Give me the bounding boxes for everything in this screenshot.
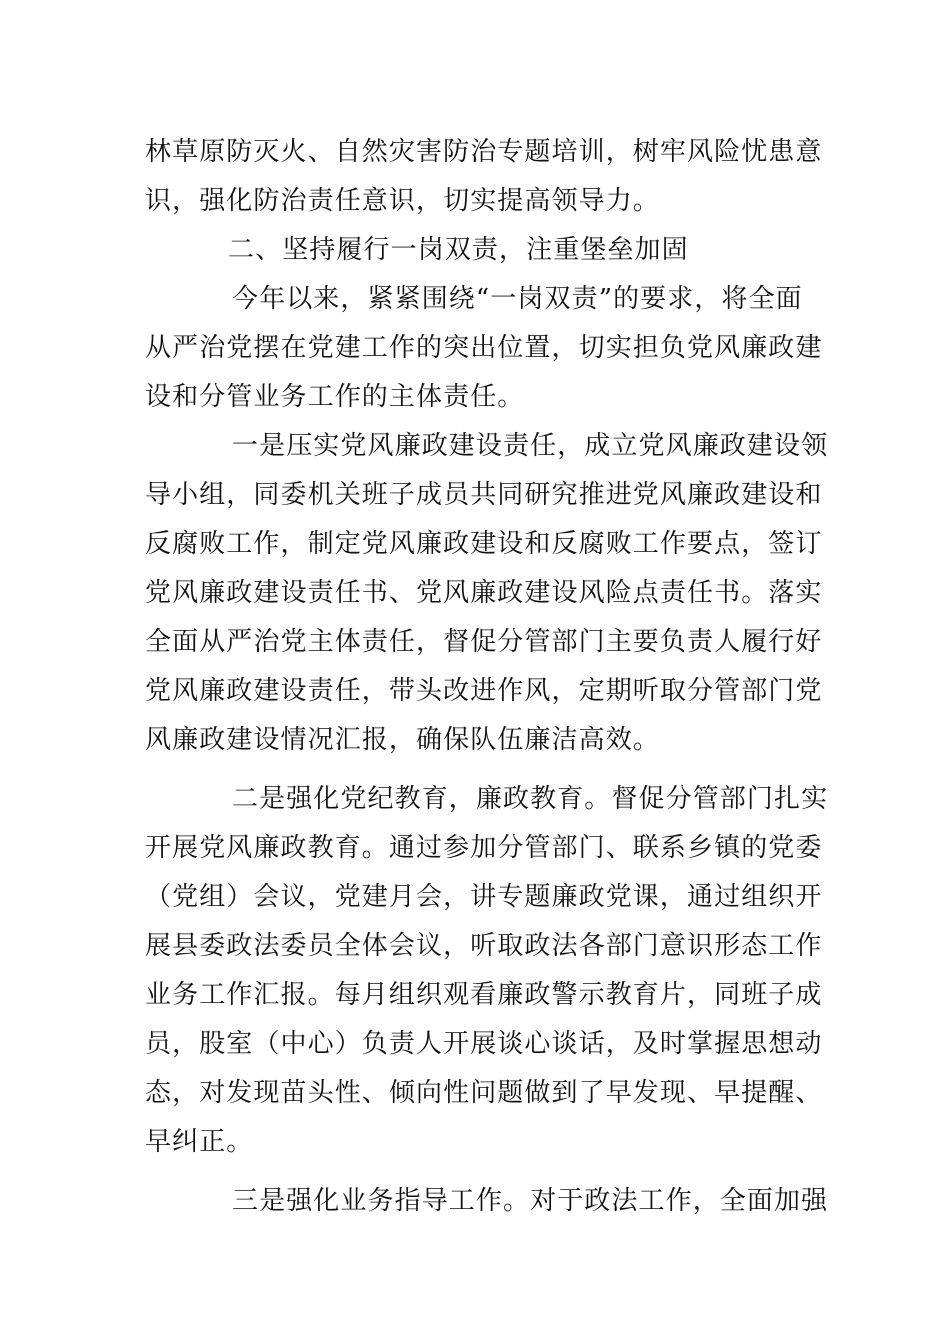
text-line: 业务工作汇报。每月组织观看廉政警示教育片，同班子成: [145, 980, 823, 1010]
text-line: 林草原防灭火、自然灾害防治专题培训，树牢风险忧患意: [145, 137, 823, 167]
text-line: 员，股室（中心）负责人开展谈心谈话，及时掌握思想动: [145, 1029, 823, 1059]
text-line: 态，对发现苗头性、倾向性问题做到了早发现、早提醒、: [145, 1078, 823, 1108]
text-line: 早纠正。: [145, 1127, 254, 1157]
text-line: 设和分管业务工作的主体责任。: [145, 382, 525, 412]
text-line: 三是强化业务指导工作。对于政法工作，全面加强: [232, 1186, 829, 1216]
section-heading: 二、坚持履行一岗双责，注重堡垒加固: [228, 235, 689, 265]
text-line: 开展党风廉政教育。通过参加分管部门、联系乡镇的党委: [145, 833, 823, 863]
text-line: 反腐败工作，制定党风廉政建设和反腐败工作要点，签订: [145, 529, 823, 559]
text-line: 导小组，同委机关班子成员共同研究推进党风廉政建设和: [145, 480, 823, 510]
text-line: 一是压实党风廉政建设责任，成立党风廉政建设领: [232, 431, 829, 461]
text-line: 全面从严治党主体责任，督促分管部门主要负责人履行好: [145, 627, 823, 657]
text-line: 展县委政法委员全体会议，听取政法各部门意识形态工作: [145, 931, 823, 961]
text-line: （党组）会议，党建月会，讲专题廉政党课，通过组织开: [145, 882, 823, 912]
text-line: 党风廉政建设责任，带头改进作风，定期听取分管部门党: [145, 676, 823, 706]
text-line: 党风廉政建设责任书、党风廉政建设风险点责任书。落实: [145, 578, 823, 608]
text-line: 从严治党摆在党建工作的突出位置，切实担负党风廉政建: [145, 333, 823, 363]
text-line: 二是强化党纪教育，廉政教育。督促分管部门扎实: [232, 784, 829, 814]
text-line: 识，强化防治责任意识，切实提高领导力。: [145, 186, 660, 216]
text-line: 风廉政建设情况汇报，确保队伍廉洁高效。: [145, 725, 660, 755]
text-line: 今年以来，紧紧围绕“一岗双责”的要求，将全面: [232, 284, 803, 314]
